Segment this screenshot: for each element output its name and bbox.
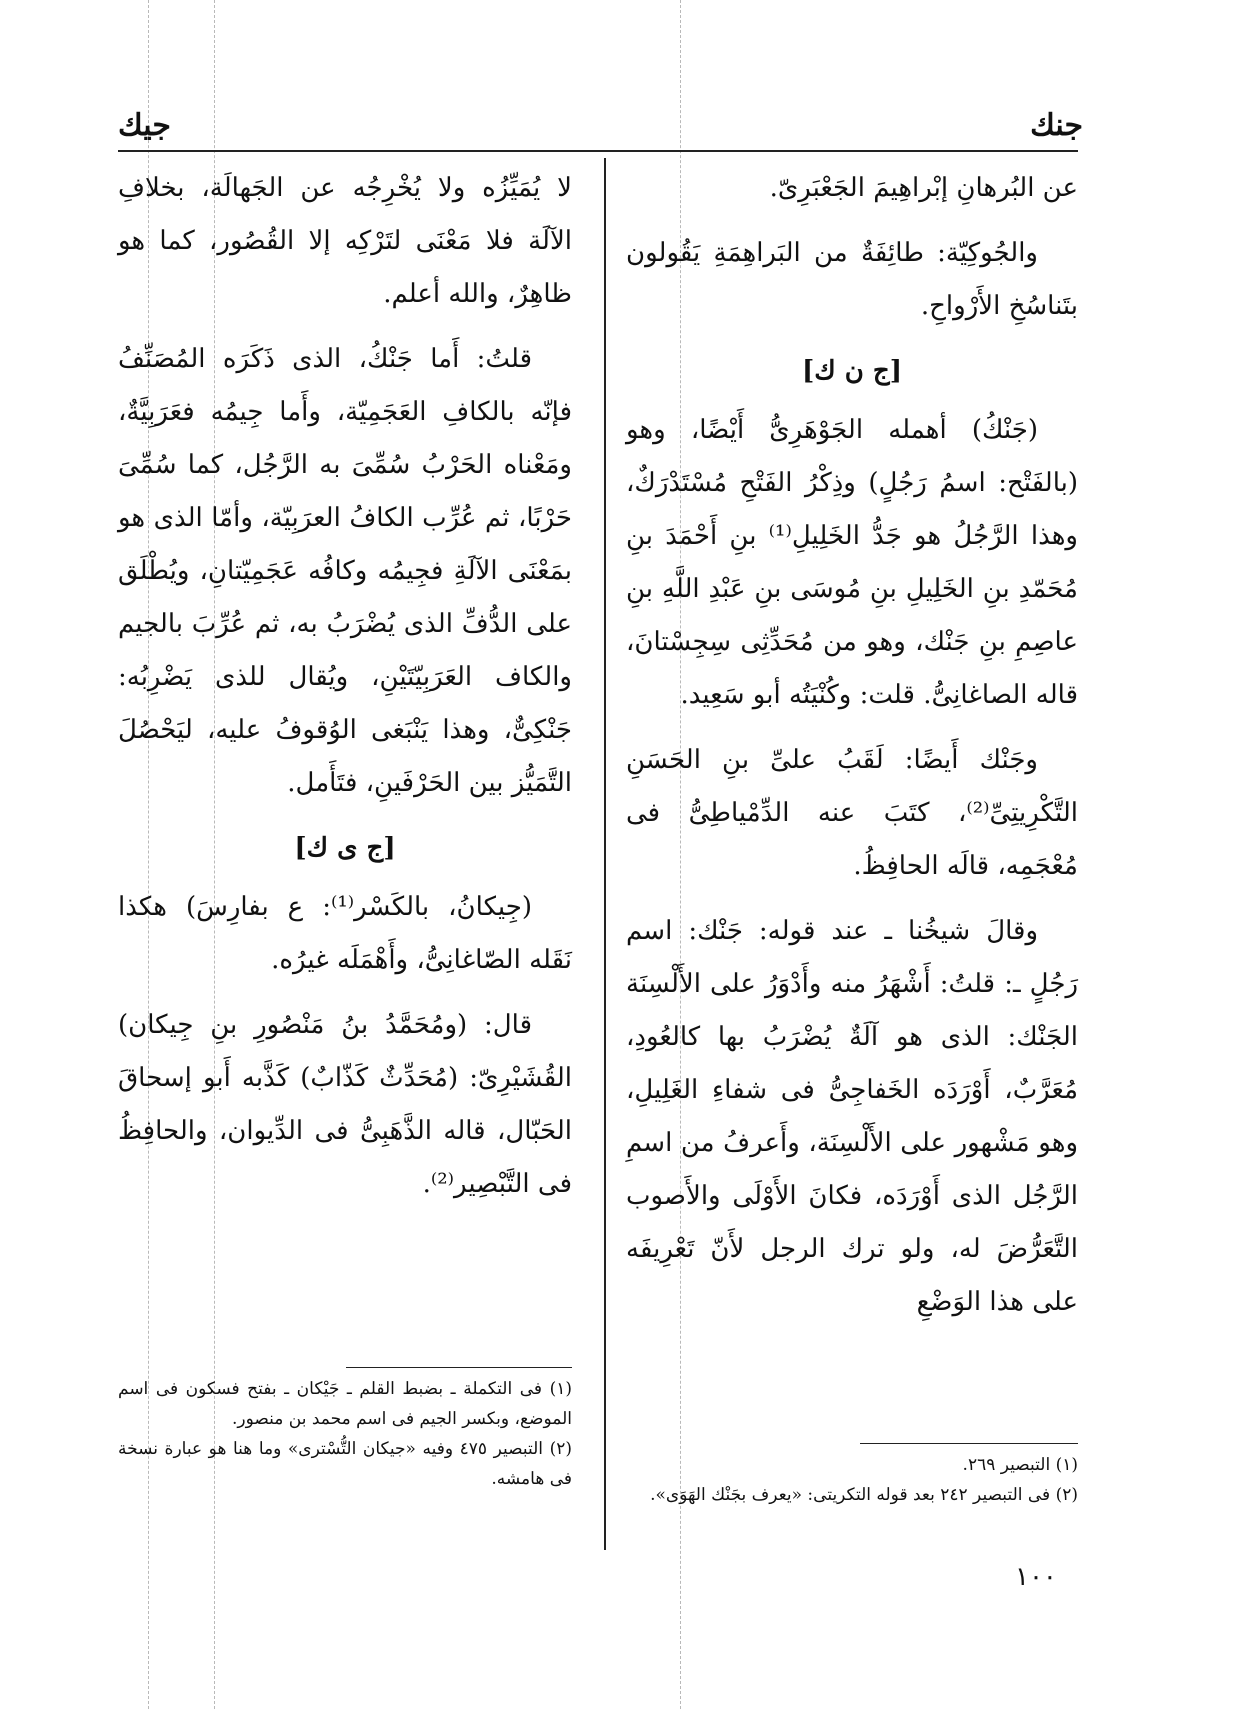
running-header-left: جيك	[118, 108, 171, 143]
paragraph: قال: (ومُحَمَّدُ بنُ مَنْصُورِ بنِ جِيكان) القُشَيْرِىّ: (مُحَدِّثٌ كَذّابٌ) كَذَّبه أَبو إسحاقَ الحَبّال، قاله الذَّهَبِىُّ فى الدِّيوان، والحافِظُ فى التَّبْصِير⁽²⁾.	[118, 1010, 572, 1199]
paragraph: وجَنْك أَيضًا: لَقَبُ علىِّ بنِ الحَسَنِ التَّكْرِيتِىِّ⁽²⁾، كتَبَ عنه الدِّمْياطِىُّ فى مُعْجَمِه، قالَه الحافِظُ.	[626, 745, 1078, 881]
header-rule	[118, 150, 1078, 152]
right-column	[626, 162, 1078, 1341]
paragraph: (جَنْكُ) أهمله الجَوْهَرِىُّ أَيْضًا، وهو (بالفَتْح: اسمُ رَجُلٍ) وذِكْرُ الفَتْحِ مُسْتَدْرَكٌ، وهذا الرَّجُلُ هو جَدُّ الخَلِيلِ⁽¹⁾ بنِ أَحْمَدَ بنِ مُحَمّدِ بنِ الخَلِيلِ بنِ مُوسَى بنِ عَبْدِ اللَّهِ بنِ عاصِمِ بنِ جَنْك، وهو من مُحَدِّثِى سِجِسْتانَ، قاله الصاغانِىُّ. قلت: وكُنْيَتُه أبو سَعِيد.	[626, 415, 1078, 710]
footnote: (١) التبصير ٢٦٩.	[962, 1455, 1078, 1475]
footnote-rule	[860, 1443, 1078, 1444]
footnote-rule	[346, 1367, 572, 1368]
footnote: (٢) التبصير ٤٧٥ وفيه «جيكان التُّسْترى» وما هنا هو عبارة نسخة فى هامشه.	[118, 1439, 572, 1489]
paragraph: لا يُمَيِّزُه ولا يُخْرِجُه عن الجَهالَة، بخلافِ الآلَة فلا مَعْنَى لتَرْكِه إلا القُصُور، كما هو ظاهِرٌ، والله أعلم.	[118, 173, 572, 309]
page-number: ١٠٠	[1015, 1562, 1057, 1592]
entry-heading: [ج ن ك]	[801, 356, 902, 386]
footnote: (١) فى التكملة ـ بضبط القلم ـ جَيْكان ـ بفتح فسكون فى اسم الموضع، وبكسر الجيم فى اسم محمد بن منصور.	[118, 1379, 572, 1429]
running-header-right: جنك	[1030, 108, 1083, 143]
entry-heading: [ج ى ك]	[294, 833, 396, 863]
paragraph: وقالَ شيخُنا ـ عند قوله: جَنْك: اسم رَجُلٍ ـ: قلتُ: أَشْهَرُ منه وأَدْوَرُ على الأَلْسِنَة الجَنْك: الذى هو آلَةٌ يُضْرَبُ بها كالعُودِ، مُعَرَّبٌ، أَوْرَدَه الخَفاجِىُّ فى شفاءِ الغَلِيلِ، وهو مَشْهور على الأَلْسِنَة، وأَعرفُ من اسمِ الرَّجُل الذى أَوْرَدَه، فكانَ الأَوْلَى والأَصوب التَّعَرُّضَ له، ولو ترك الرجل لأَنّ تَعْرِيفَه على هذا الوَضْعِ	[626, 916, 1078, 1317]
paragraph: عن البُرهانِ إبْراهِيمَ الجَعْبَرِىّ.	[769, 173, 1078, 203]
paragraph: (جِيكانُ، بالكَسْر⁽¹⁾: ع بفارِسَ) هكذا نَقَله الصّاغانِىُّ، وأَهْمَلَه غيرُه.	[118, 892, 572, 975]
column-divider	[604, 158, 606, 1550]
footnote: (٢) فى التبصير ٢٤٢ بعد قوله التكريتى: «يعرف بجَنْك الهَوَى».	[650, 1485, 1078, 1505]
paragraph: قلتُ: أَما جَنْكُ، الذى ذَكَرَه المُصَنِّفُ فإنّه بالكافِ العَجَمِيّة، وأَما جِيمُه فعَرَبِيَّةٌ، ومَعْناه الحَرْبُ سُمِّىَ به الرَّجُل، كما سُمِّىَ حَرْبًا، ثم عُرِّب الكافُ العرَبِيّة، وأمّا الذى هو بمَعْنَى الآلَةِ فجِيمُه وكافُه عَجَمِيّتانِ، ويُطْلَق على الدُّفِّ الذى يُضْرَبُ به، ثم عُرِّبَ بالجيم والكاف العَرَبِيّتَيْنِ، ويُقال للذى يَضْرِبُه: جَنْكِىٌّ، وهذا يَنْبَغى الوُقوفُ عليه، ليَحْصُلَ التَّمَيُّز بين الحَرْفَينِ، فتَأَمل.	[118, 344, 572, 798]
paragraph: والجُوكِيّة: طائِفَةٌ من البَراهِمَةِ يَقُولون بتَناسُخِ الأَرْواحِ.	[626, 238, 1078, 321]
left-column	[118, 162, 572, 1223]
right-footnotes	[640, 1450, 1078, 1510]
left-footnotes	[118, 1374, 572, 1494]
